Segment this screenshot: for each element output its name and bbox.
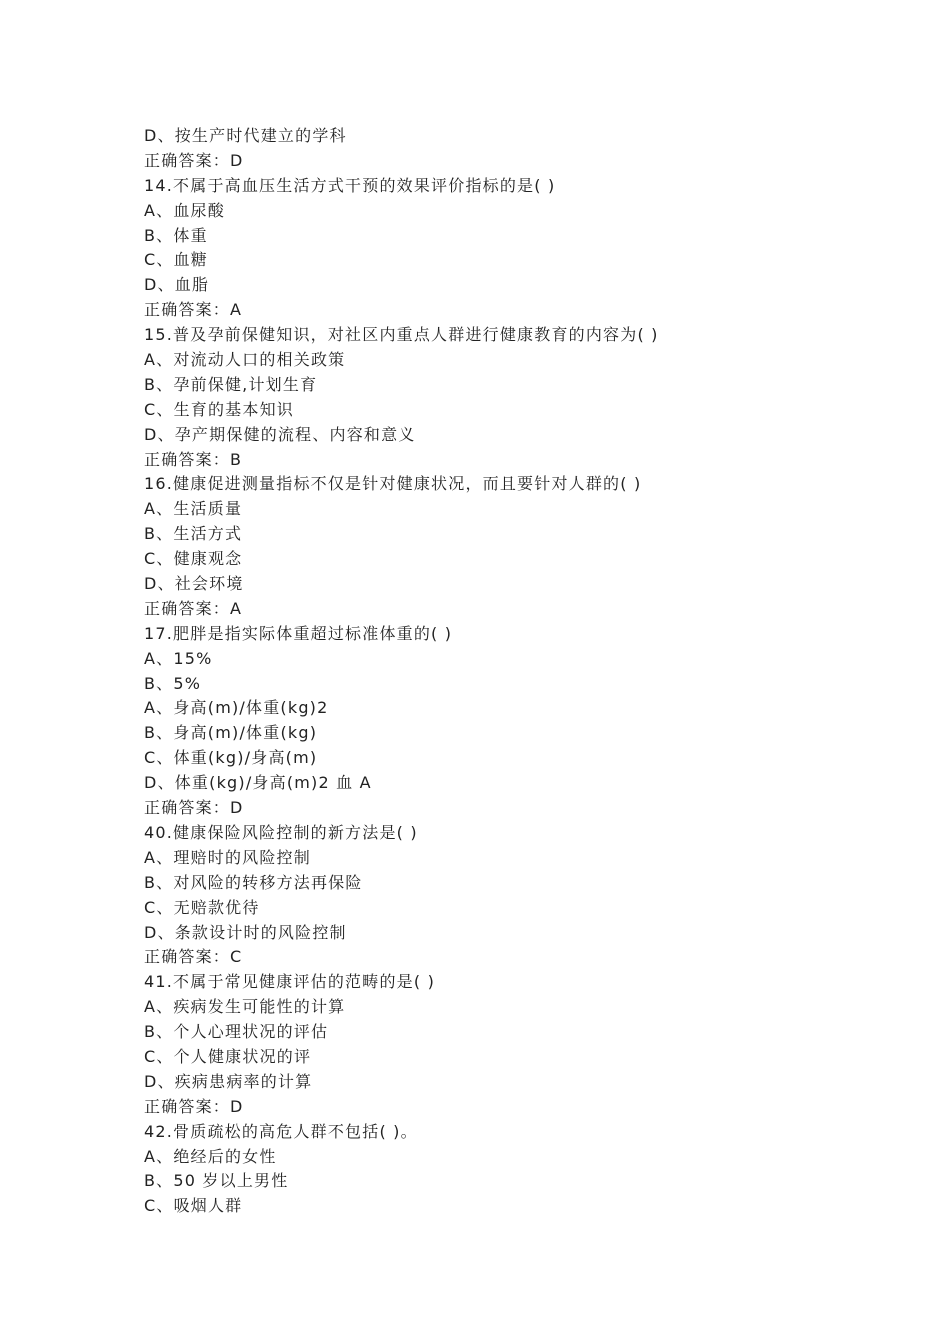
answer-option: B、生活方式 bbox=[144, 524, 243, 544]
answer-option: A、生活质量 bbox=[144, 499, 243, 519]
answer-option: D、血脂 bbox=[144, 275, 210, 295]
answer-option: A、理赔时的风险控制 bbox=[144, 847, 311, 867]
correct-answer: 正确答案：D bbox=[144, 798, 244, 818]
answer-option: B、对风险的转移方法再保险 bbox=[144, 872, 363, 892]
correct-answer: 正确答案：A bbox=[144, 598, 243, 618]
question-42: 42.骨质疏松的高危人群不包括( )。 bbox=[144, 1121, 418, 1141]
correct-answer: 正确答案：C bbox=[144, 947, 243, 967]
answer-option: B、个人心理状况的评估 bbox=[144, 1022, 329, 1042]
question-15: 15.普及孕前保健知识，对社区内重点人群进行健康教育的内容为( ) bbox=[144, 325, 659, 345]
answer-option: D、孕产期保健的流程、内容和意义 bbox=[144, 424, 416, 444]
answer-option: D、疾病患病率的计算 bbox=[144, 1071, 313, 1091]
answer-option: A、15% bbox=[144, 648, 213, 668]
answer-option: B、5% bbox=[144, 673, 202, 693]
answer-option: C、体重(kg)/身高(m) bbox=[144, 748, 318, 768]
answer-option: B、50 岁以上男性 bbox=[144, 1171, 289, 1191]
answer-option: B、体重 bbox=[144, 225, 208, 245]
correct-answer: 正确答案：B bbox=[144, 449, 243, 469]
answer-option: B、身高(m)/体重(kg) bbox=[144, 723, 318, 743]
answer-option: A、对流动人口的相关政策 bbox=[144, 350, 346, 370]
document-body bbox=[144, 124, 844, 1219]
question-17: 17.肥胖是指实际体重超过标准体重的( ) bbox=[144, 623, 453, 643]
answer-option: D、条款设计时的风险控制 bbox=[144, 922, 347, 942]
answer-option: D、体重(kg)/身高(m)2 血 A bbox=[144, 773, 372, 793]
correct-answer: 正确答案：A bbox=[144, 300, 243, 320]
answer-option: C、吸烟人群 bbox=[144, 1196, 243, 1216]
answer-option: D、按生产时代建立的学科 bbox=[144, 126, 347, 145]
answer-option: A、血尿酸 bbox=[144, 200, 225, 220]
answer-option: A、绝经后的女性 bbox=[144, 1146, 277, 1166]
correct-answer: 正确答案：D bbox=[144, 150, 244, 170]
question-16: 16.健康促进测量指标不仅是针对健康状况，而且要针对人群的( ) bbox=[144, 474, 642, 494]
answer-option: C、血糖 bbox=[144, 250, 208, 270]
question-41: 41.不属于常见健康评估的范畴的是( ) bbox=[144, 972, 436, 992]
answer-option: D、社会环境 bbox=[144, 574, 244, 594]
answer-option: C、生育的基本知识 bbox=[144, 399, 294, 419]
question-14: 14.不属于高血压生活方式干预的效果评价指标的是( ) bbox=[144, 175, 556, 195]
answer-option: B、孕前保健,计划生育 bbox=[144, 374, 318, 394]
answer-option: A、疾病发生可能性的计算 bbox=[144, 997, 346, 1017]
answer-option: C、个人健康状况的评 bbox=[144, 1046, 312, 1066]
answer-option: C、无赔款优待 bbox=[144, 897, 260, 917]
answer-option: C、健康观念 bbox=[144, 549, 243, 569]
question-40: 40.健康保险风险控制的新方法是( ) bbox=[144, 822, 418, 842]
correct-answer: 正确答案：D bbox=[144, 1096, 244, 1116]
answer-option: A、身高(m)/体重(kg)2 bbox=[144, 698, 329, 718]
